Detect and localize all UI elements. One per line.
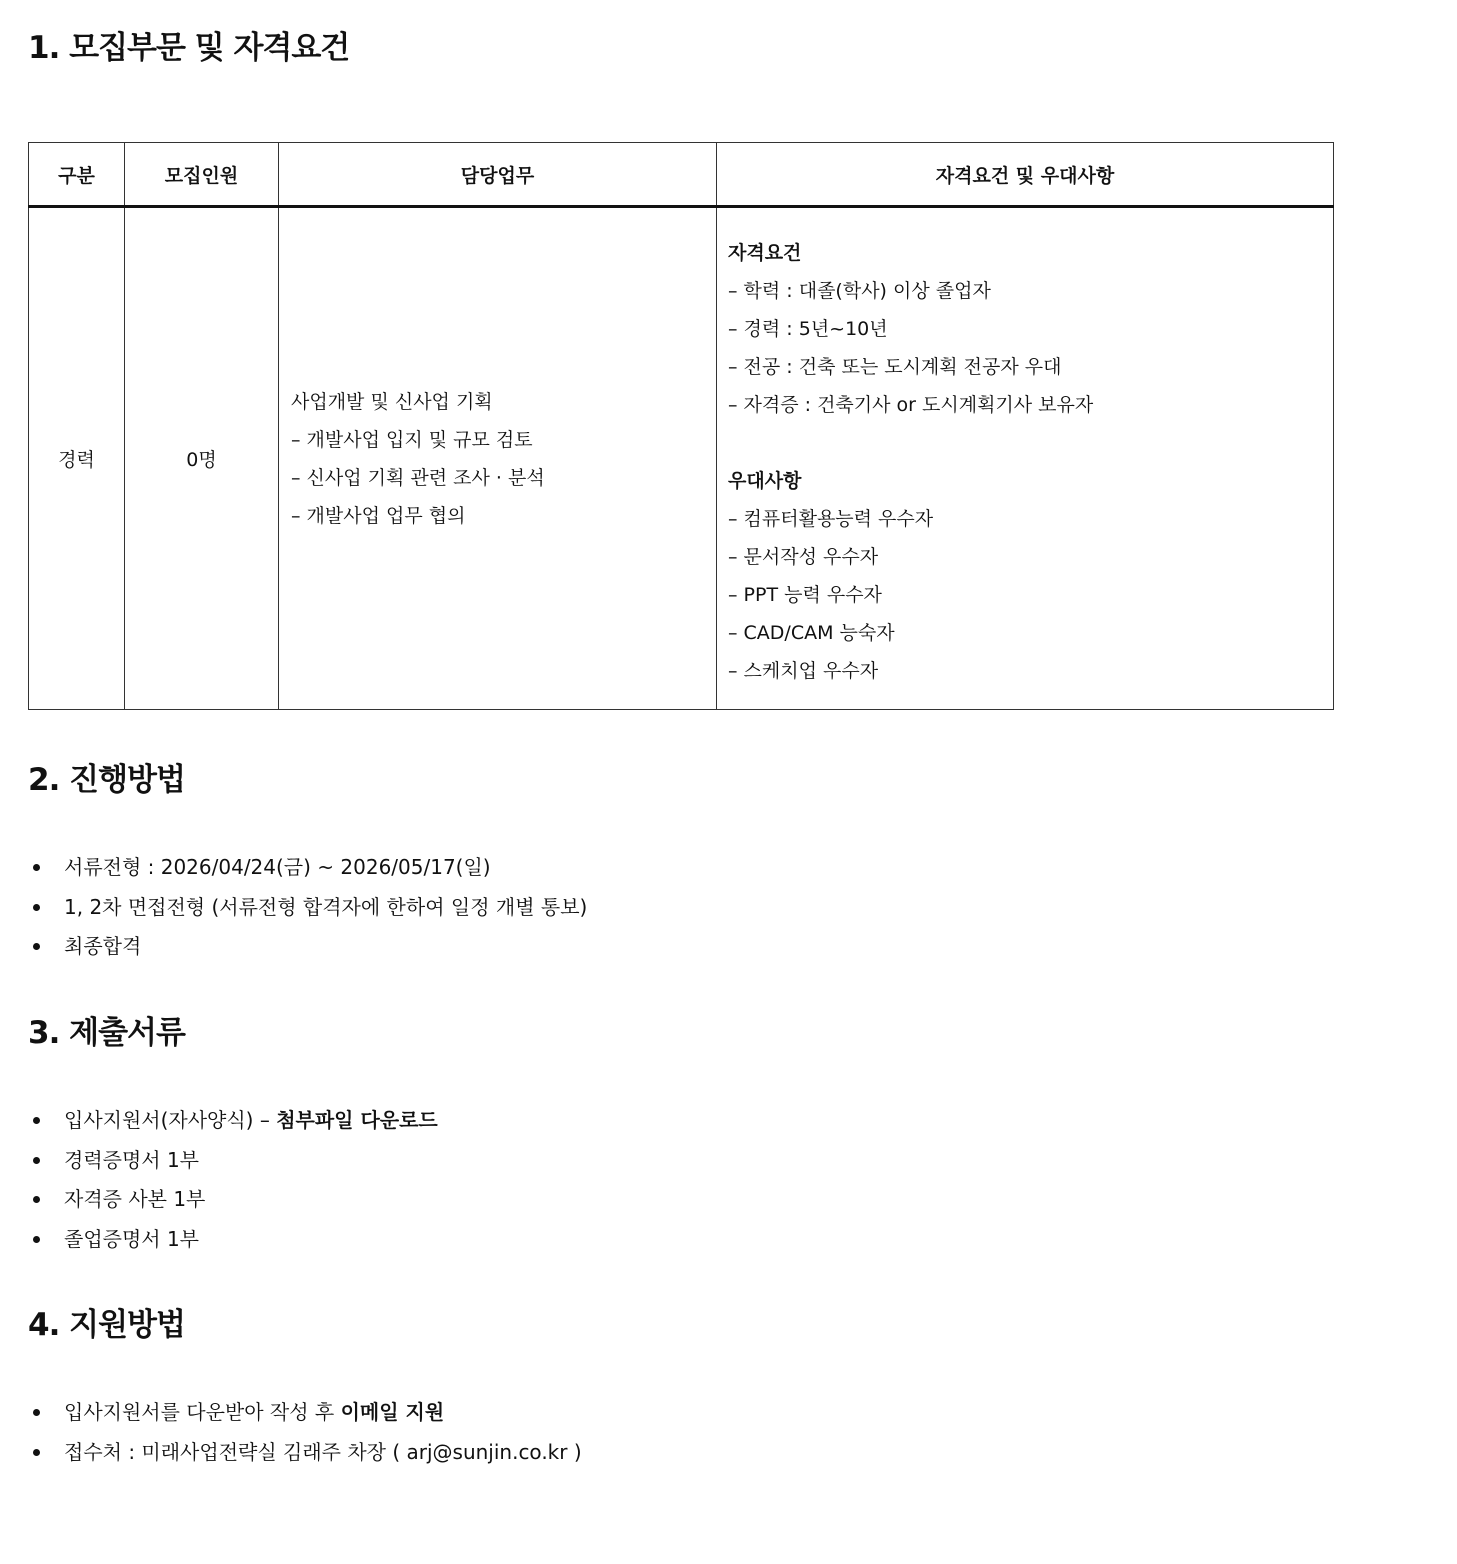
preference-line: – 컴퓨터활용능력 우수자: [728, 507, 934, 530]
preference-line: – 문서작성 우수자: [728, 545, 879, 568]
list-item-text: 1, 2차 면접전형 (서류전형 합격자에 한하여 일정 개별 통보): [64, 894, 588, 919]
duty-line: – 개발사업 업무 협의: [291, 504, 466, 527]
cell-headcount: 0명: [125, 207, 279, 710]
bullet-icon: [33, 864, 40, 871]
list-item: [28, 1141, 438, 1181]
list-item: [28, 927, 587, 967]
recruitment-table: [28, 142, 1334, 710]
list-item-text: 서류전형 : 2026/04/24(금) ~ 2026/05/17(일): [64, 855, 491, 879]
list-item: [28, 1180, 438, 1220]
section-title-recruitment: 1. 모집부문 및 자격요건: [28, 30, 350, 66]
table-row: [29, 207, 1334, 710]
bullet-icon: [33, 1157, 40, 1164]
section-title-application: 4. 지원방법: [28, 1307, 185, 1343]
section-title-documents: 3. 제출서류: [28, 1015, 185, 1051]
list-item: [28, 848, 587, 888]
list-item-text: 입사지원서(자사양식) –: [64, 1108, 277, 1132]
cell-qualifications: [717, 207, 1334, 710]
duty-line: – 신사업 기획 관련 조사 · 분석: [291, 466, 545, 489]
list-item-text: 최종합격: [64, 934, 142, 958]
bullet-icon: [33, 943, 40, 950]
qualification-line: – 경력 : 5년~10년: [728, 317, 888, 340]
blank-line: [728, 424, 1322, 462]
preference-line: – PPT 능력 우수자: [728, 583, 882, 606]
header-qualifications: 자격요건 및 우대사항: [717, 143, 1334, 207]
list-item-text: 자격증 사본 1부: [64, 1187, 206, 1211]
list-item-text: 입사지원서를 다운받아 작성 후: [64, 1400, 341, 1424]
qualification-line: – 자격증 : 건축기사 or 도시계획기사 보유자: [728, 393, 1094, 416]
attachment-download-link[interactable]: 첨부파일 다운로드: [276, 1108, 438, 1132]
list-item-emphasis: 이메일 지원: [340, 1400, 445, 1424]
list-item-text: 졸업증명서 1부: [64, 1226, 200, 1251]
list-item: [28, 1393, 582, 1433]
bullet-icon: [33, 1236, 40, 1243]
section-title-process: 2. 진행방법: [28, 762, 185, 798]
bullet-icon: [33, 1409, 40, 1416]
list-item-text: 경력증명서 1부: [64, 1147, 200, 1172]
contact-text: 접수처 : 미래사업전략실 김래주 차장 ( arj@sunjin.co.kr ): [64, 1439, 582, 1464]
preference-line: – CAD/CAM 능숙자: [728, 621, 895, 644]
cell-category: 경력: [29, 207, 125, 710]
header-category: 구분: [29, 143, 125, 207]
process-list: [28, 848, 587, 967]
list-item: [28, 1433, 582, 1473]
application-list: [28, 1393, 582, 1472]
qualification-line: – 전공 : 건축 또는 도시계획 전공자 우대: [728, 355, 1062, 378]
list-item: [28, 888, 587, 928]
qualification-line: – 학력 : 대졸(학사) 이상 졸업자: [728, 279, 991, 302]
duty-line: 사업개발 및 신사업 기획: [291, 390, 493, 413]
cell-duties: [279, 207, 717, 710]
duty-line: – 개발사업 입지 및 규모 검토: [291, 428, 533, 451]
table-header-row: [29, 143, 1334, 207]
qualifications-title: 자격요건: [728, 241, 802, 264]
list-item: [28, 1220, 438, 1260]
header-headcount: 모집인원: [125, 143, 279, 207]
bullet-icon: [33, 1449, 40, 1456]
list-item: [28, 1101, 438, 1141]
bullet-icon: [33, 1117, 40, 1124]
documents-list: [28, 1101, 438, 1259]
bullet-icon: [33, 904, 40, 911]
bullet-icon: [33, 1196, 40, 1203]
header-duties: 담당업무: [279, 143, 717, 207]
preference-line: – 스케치업 우수자: [728, 659, 879, 682]
preferences-title: 우대사항: [728, 469, 802, 492]
